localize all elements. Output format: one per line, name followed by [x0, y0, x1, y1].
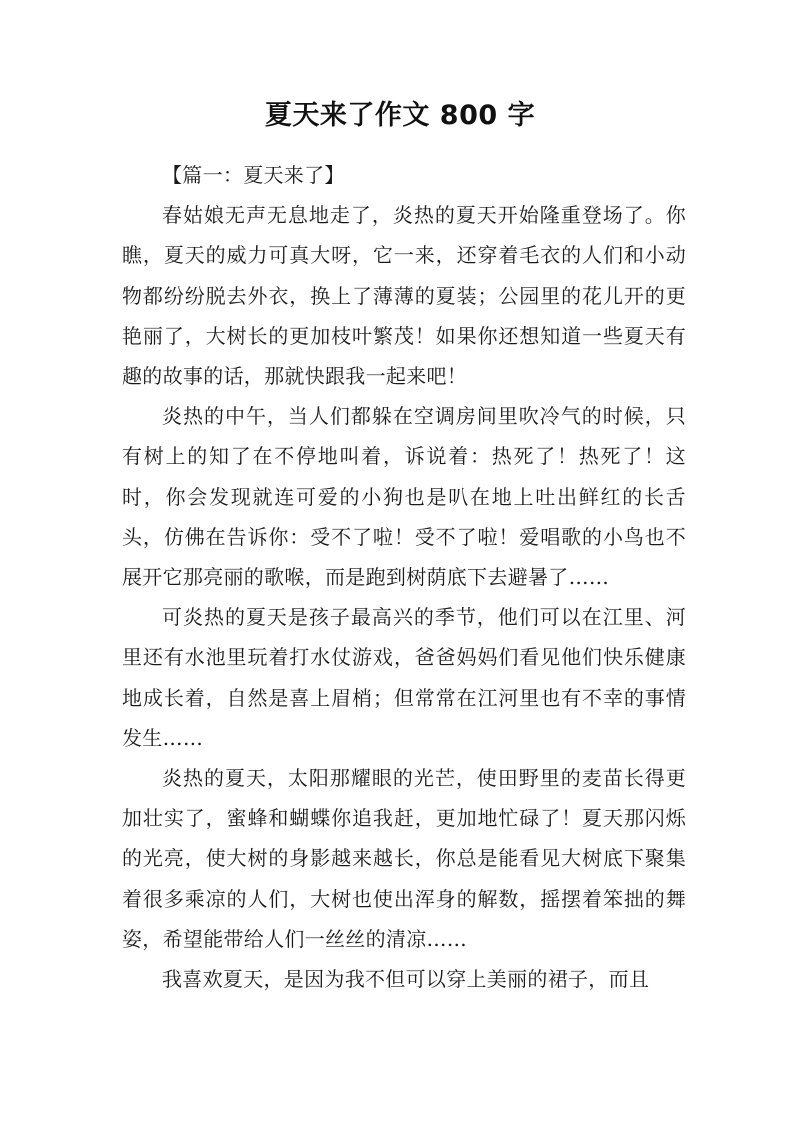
paragraph-5: 我喜欢夏天，是因为我不但可以穿上美丽的裙子，而且	[162, 967, 650, 992]
paragraph-3: 可炎热的夏天是孩子最高兴的季节，他们可以在江里、河里还有水池里玩着打水仗游戏，爸爸妈妈们看见他们快乐健康地成长着，自然是喜上眉梢；但常常在江河里也有不幸的事情发生……	[122, 605, 686, 750]
paragraph-4: 炎热的夏天，太阳那耀眼的光芒，使田野里的麦苗长得更加壮实了，蜜蜂和蝴蝶你追我赶，更加地忙碌了！夏天那闪烁的光亮，使大树的身影越来越长，你总是能看见大树底下聚集着很多乘凉的人们，大树也使出浑身的解数，摇摆着笨拙的舞姿，希望能带给人们一丝丝的清凉……	[122, 766, 686, 951]
paragraph-2: 炎热的中午，当人们都躲在空调房间里吹冷气的时候，只有树上的知了在不停地叫着，诉说着：热死了！热死了！这时，你会发现就连可爱的小狗也是叭在地上吐出鲜红的长舌头，仿佛在告诉你：受不了啦！受不了啦！爱唱歌的小鸟也不展开它那亮丽的歌喉，而是跑到树荫底下去避暑了……	[122, 404, 686, 590]
document-body	[122, 155, 686, 999]
paragraph-1: 春姑娘无声无息地走了，炎热的夏天开始隆重登场了。你瞧，夏天的威力可真大呀，它一来，还穿着毛衣的人们和小动物都纷纷脱去外衣，换上了薄薄的夏装；公园里的花儿开的更艳丽了，大树长的更加枝叶繁茂！如果你还想知道一些夏天有趣的故事的话，那就快跟我一起来吧！	[122, 203, 686, 389]
document-title: 夏天来了作文 800 字	[264, 100, 536, 131]
section-heading: 【篇一：夏天来了】	[162, 163, 345, 187]
